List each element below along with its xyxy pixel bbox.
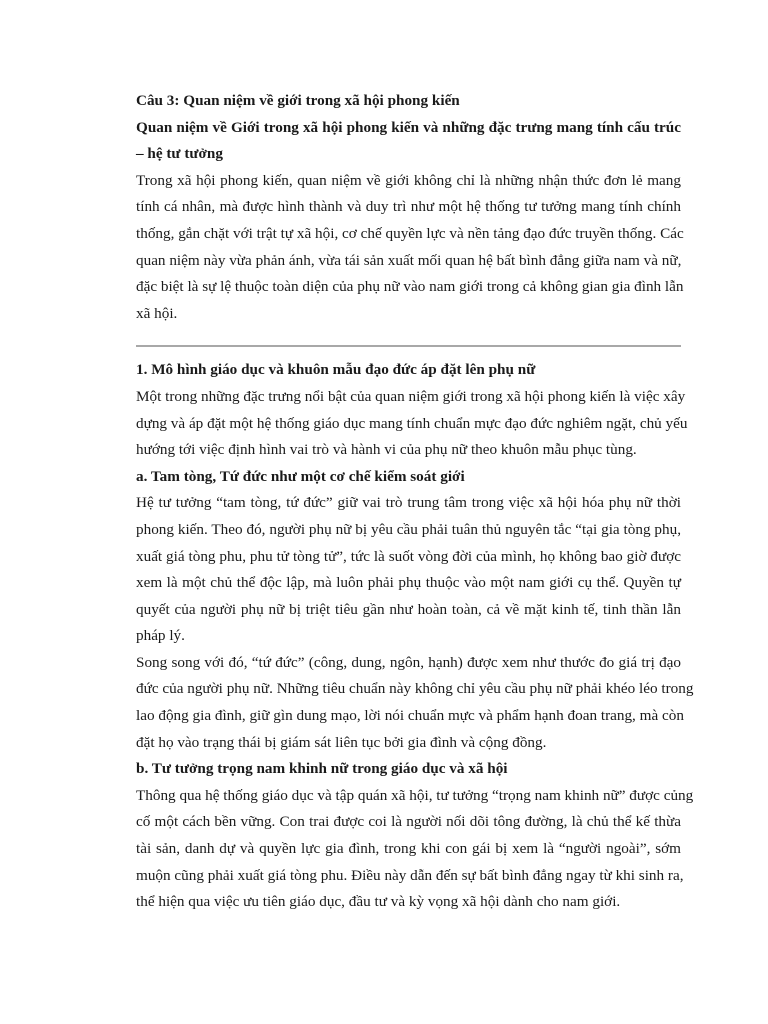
subsection-b-line: thể hiện qua việc ưu tiên giáo dục, đầu tư và kỳ vọng xã hội dành cho nam giới. [136, 893, 621, 911]
subsection-a-line: Hệ tư tưởng “tam tòng, tứ đức” giữ vai trò trung tâm trong việc xã hội hóa phụ nữ thời [136, 494, 681, 512]
section-1-paragraph [136, 384, 688, 464]
section-1-heading: 1. Mô hình giáo dục và khuôn mẫu đạo đức áp đặt lên phụ nữ [136, 361, 536, 379]
document-page [136, 88, 694, 916]
subsection-b-line: Thông qua hệ thống giáo dục và tập quán xã hội, tư tưởng “trọng nam khinh nữ” được củng [136, 786, 694, 804]
subsection-b-line: muộn cũng phải xuất giá tòng phu. Điều này dẫn đến sự bất bình đẳng ngay từ khi sinh ra, [136, 866, 684, 884]
subsection-b-line: tài sản, danh dự và quyền lực gia đình, trong khi con gái bị xem là “người ngoài”, sớm [136, 840, 681, 858]
question-title: Câu 3: Quan niệm về giới trong xã hội phong kiến [136, 92, 460, 109]
section-1-line: Một trong những đặc trưng nổi bật của quan niệm giới trong xã hội phong kiến là việc xây [136, 387, 686, 405]
subsection-a-paragraph-1 [136, 490, 681, 650]
intro-line: quan niệm này vừa phản ánh, vừa tái sản xuất mối quan hệ bất bình đẳng giữa nam và nữ, [136, 251, 682, 269]
subtitle-line: – hệ tư tưởng [136, 145, 223, 163]
intro-paragraph [136, 168, 684, 328]
subsection-a-line: đức của người phụ nữ. Những tiêu chuẩn này không chỉ yêu cầu phụ nữ phải khéo léo trong [136, 680, 694, 698]
intro-line: xã hội. [136, 304, 178, 322]
intro-line: đặc biệt là sự lệ thuộc toàn diện của phụ nữ vào nam giới trong cả không gian gia đình lẫn [136, 278, 684, 296]
subsection-b-paragraph [136, 783, 694, 916]
section-1-line: hướng tới việc định hình vai trò và hành vi của phụ nữ theo khuôn mẫu phục tùng. [136, 441, 637, 459]
subsection-a-paragraph-2 [136, 650, 694, 756]
subsection-a-line: phong kiến. Theo đó, người phụ nữ bị yêu cầu phải tuân thủ nguyên tắc “tại gia tòng phụ, [136, 520, 681, 538]
intro-line: Trong xã hội phong kiến, quan niệm về giới không chỉ là những nhận thức đơn lẻ mang [136, 171, 681, 189]
subsection-b-line: cố một cách bền vững. Con trai được coi là người nối dõi tông đường, là chủ thể kế thừa [136, 813, 681, 831]
section-divider [136, 345, 681, 347]
subsection-b-heading: b. Tư tưởng trọng nam khinh nữ trong giáo dục và xã hội [136, 760, 508, 778]
section-1-line: dựng và áp đặt một hệ thống giáo dục mang tính chuẩn mực đạo đức nghiêm ngặt, chủ yếu [136, 414, 688, 432]
subsection-a-line: xuất giá tòng phu, phu tử tòng tử”, tức là suốt vòng đời của mình, họ không bao giờ được [136, 547, 681, 565]
subsection-a-line: đặt họ vào trạng thái bị giám sát liên tục bởi gia đình và cộng đồng. [136, 733, 547, 751]
intro-line: tính cá nhân, mà được hình thành và duy trì như một hệ thống tư tưởng mang tính chính [136, 198, 681, 216]
subsection-a-line: xem là một chủ thể độc lập, mà luôn phải phụ thuộc vào một nam giới cụ thể. Quyền tự [136, 574, 681, 592]
subtitle-line: Quan niệm về Giới trong xã hội phong kiến và những đặc trưng mang tính cấu trúc [136, 118, 681, 136]
subsection-a-line: pháp lý. [136, 627, 185, 645]
subsection-a-line: quyết của người phụ nữ bị triệt tiêu gần như hoàn toàn, cả về mặt kinh tế, tinh thần lẫn [136, 600, 681, 618]
intro-line: thống, gắn chặt với trật tự xã hội, cơ chế quyền lực và nền tảng đạo đức truyền thống. Các [136, 224, 684, 242]
subsection-a-line: Song song với đó, “tứ đức” (công, dung, ngôn, hạnh) được xem như thước đo giá trị đạo [136, 653, 681, 671]
subsection-a-heading: a. Tam tòng, Tứ đức như một cơ chế kiểm soát giới [136, 467, 465, 485]
document-subtitle [136, 115, 681, 168]
subsection-a-line: lao động gia đình, giữ gìn dung mạo, lời nói chuẩn mực và phẩm hạnh đoan trang, mà còn [136, 707, 684, 725]
